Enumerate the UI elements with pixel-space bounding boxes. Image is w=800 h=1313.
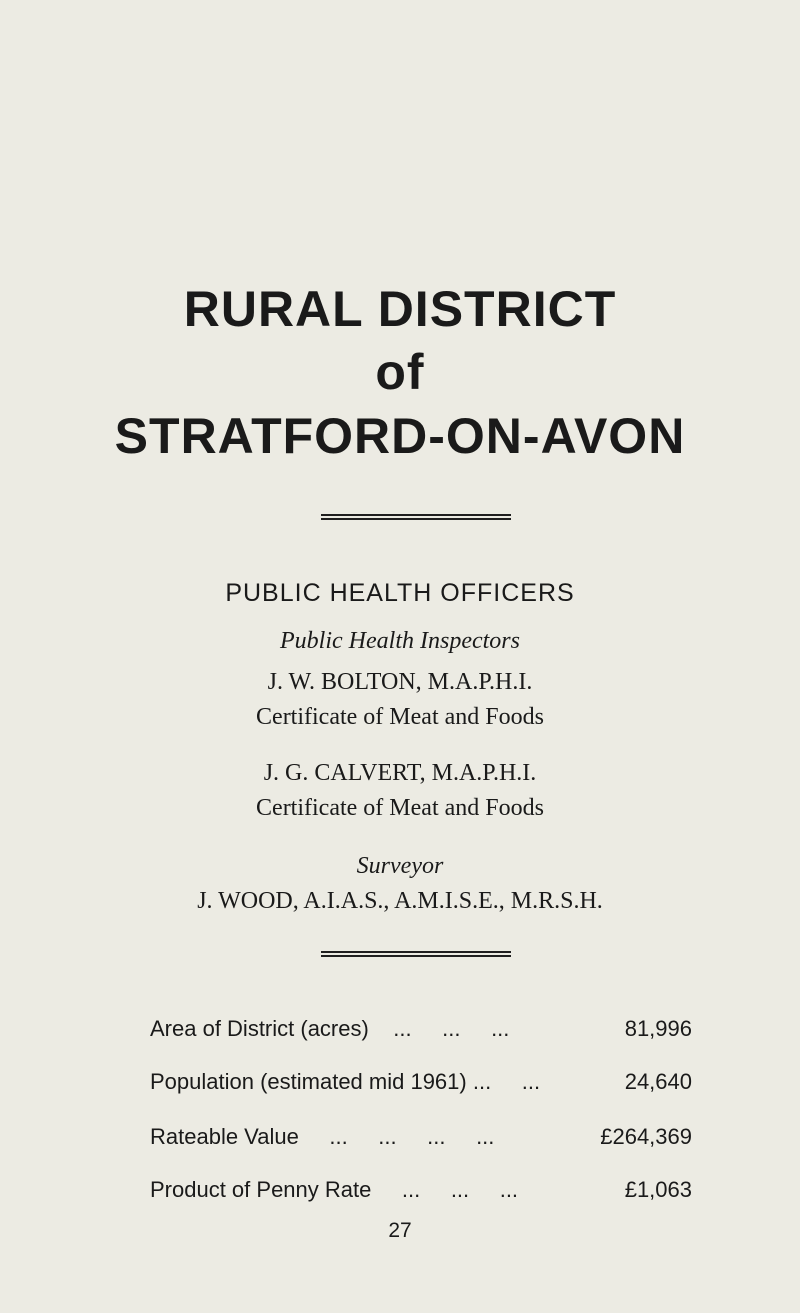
page-number: 27 bbox=[388, 1219, 412, 1242]
statistic-value: £264,369 bbox=[600, 1124, 692, 1149]
bolton-name: J. W. BOLTON, M.A.P.H.I. bbox=[267, 669, 533, 695]
statistic-label: Product of Penny Rate ... ... ... bbox=[150, 1177, 519, 1202]
statistic-label: Area of District (acres) ... ... ... bbox=[150, 1016, 510, 1041]
statistics-row bbox=[150, 1124, 692, 1154]
district-title: RURAL DISTRICT bbox=[183, 281, 617, 337]
district-title-of: of bbox=[375, 344, 425, 400]
calvert-name: J. G. CALVERT, M.A.P.H.I. bbox=[263, 760, 537, 786]
statistic-label: Rateable Value ... ... ... ... bbox=[150, 1124, 495, 1149]
inspectors-heading: Public Health Inspectors bbox=[280, 628, 520, 654]
statistics-row bbox=[150, 1177, 692, 1207]
double-rule-divider bbox=[321, 514, 511, 520]
double-rule-divider bbox=[321, 951, 511, 957]
district-name: STRATFORD-ON-AVON bbox=[114, 408, 686, 464]
statistic-value: 24,640 bbox=[624, 1069, 692, 1094]
wood-name: J. WOOD, A.I.A.S., A.M.I.S.E., M.R.S.H. bbox=[197, 888, 603, 914]
statistics-row bbox=[150, 1016, 692, 1046]
statistic-value: £1,063 bbox=[624, 1177, 692, 1202]
surveyor-heading: Surveyor bbox=[356, 853, 444, 879]
calvert-certificate: Certificate of Meat and Foods bbox=[256, 795, 544, 821]
officers-heading: PUBLIC HEALTH OFFICERS bbox=[225, 579, 575, 607]
statistic-label: Population (estimated mid 1961) ... ... bbox=[150, 1069, 541, 1094]
statistic-value: 81,996 bbox=[624, 1016, 692, 1041]
statistics-row bbox=[150, 1069, 692, 1099]
bolton-certificate: Certificate of Meat and Foods bbox=[256, 704, 544, 730]
